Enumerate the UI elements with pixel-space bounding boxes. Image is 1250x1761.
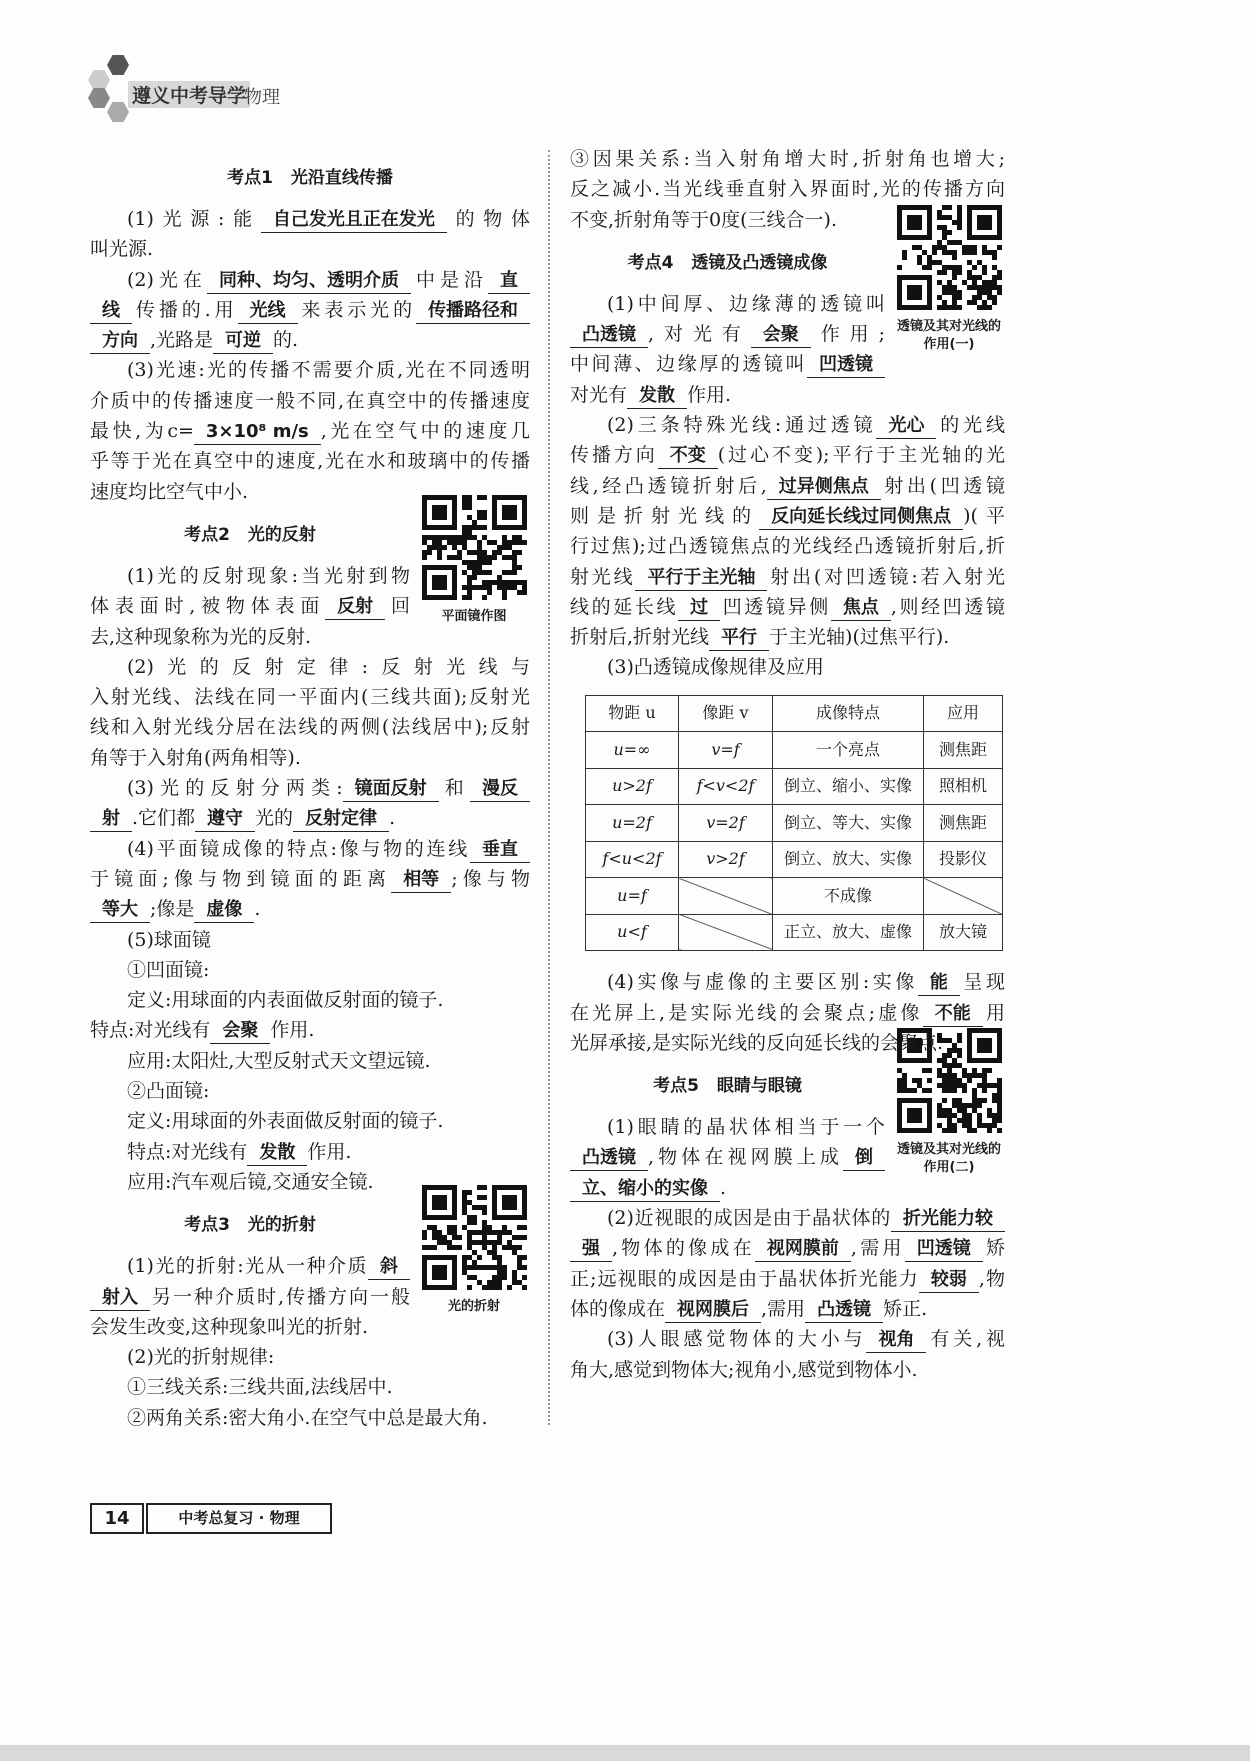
text-line bbox=[90, 1015, 530, 1045]
table-header-cell: 物距 u bbox=[586, 695, 679, 732]
qr-code-block[interactable] bbox=[893, 205, 1005, 354]
text-segment: ①凹面镜: bbox=[127, 958, 210, 981]
answer-blank: 射 bbox=[90, 806, 132, 832]
text-line bbox=[90, 295, 530, 325]
answer-blank: 射入 bbox=[90, 1285, 150, 1311]
text-line bbox=[90, 355, 530, 385]
paragraph bbox=[570, 410, 1005, 652]
text-segment: 矫正. bbox=[883, 1297, 928, 1320]
text-segment: 另一种介质时,传播方向一般 bbox=[150, 1285, 410, 1308]
text-segment: 则是折射光线的 bbox=[570, 504, 760, 527]
text-line bbox=[90, 234, 530, 264]
text-segment: 中是沿 bbox=[410, 268, 488, 291]
answer-blank: 平行 bbox=[709, 625, 769, 651]
text-segment: 入射光线、法线在同一平面内(三线共面);反射光 bbox=[90, 686, 530, 709]
text-segment: 在光屏上,是实际光线的会聚点;虚像 bbox=[570, 1001, 923, 1024]
text-line bbox=[90, 622, 530, 652]
text-segment: 速度均比空气中小. bbox=[90, 480, 249, 503]
answer-blank: 凸透镜 bbox=[570, 1145, 648, 1171]
answer-blank: 相等 bbox=[391, 867, 451, 893]
text-segment: 对光有 bbox=[570, 383, 628, 406]
answer-blank: 焦点 bbox=[831, 595, 891, 621]
answer-blank: 凸透镜 bbox=[570, 322, 648, 348]
answer-blank: 光心 bbox=[876, 413, 936, 439]
text-line bbox=[570, 1203, 1005, 1233]
text-line bbox=[90, 894, 530, 924]
text-line bbox=[570, 622, 1005, 652]
table-header-row bbox=[586, 695, 1003, 732]
text-line bbox=[570, 1294, 1005, 1324]
answer-blank: 视网膜前 bbox=[755, 1236, 851, 1262]
qr-code-block[interactable] bbox=[418, 1185, 530, 1316]
section-number: 考点4 bbox=[627, 252, 674, 273]
text-segment: ,需用 bbox=[850, 1237, 905, 1260]
text-line bbox=[570, 471, 1005, 501]
text-segment: 作用. bbox=[270, 1019, 315, 1042]
text-line bbox=[90, 1403, 530, 1433]
text-segment: 于主光轴)(过焦平行). bbox=[769, 626, 950, 649]
section-heading bbox=[90, 158, 530, 204]
paragraph bbox=[90, 1403, 530, 1433]
text-line bbox=[90, 1312, 530, 1342]
text-segment: 特点:对光线有 bbox=[127, 1140, 248, 1163]
table-row bbox=[586, 878, 1003, 915]
text-segment: 射出(凹透镜 bbox=[880, 474, 1005, 497]
text-line bbox=[90, 955, 530, 985]
answer-blank: 同种、均匀、透明介质 bbox=[207, 268, 411, 294]
table-cell: f<u<2f bbox=[586, 841, 679, 878]
text-segment: 的光线 bbox=[936, 414, 1005, 437]
text-line bbox=[90, 1106, 530, 1136]
answer-blank: 凹透镜 bbox=[905, 1236, 983, 1262]
text-segment: 作用; bbox=[810, 323, 885, 346]
text-line bbox=[90, 834, 530, 864]
text-segment: (3)光速:光的传播不需要介质,光在不同透明 bbox=[127, 359, 530, 382]
section-number: 考点2 bbox=[184, 524, 230, 545]
paragraph bbox=[90, 925, 530, 955]
answer-blank: 方向 bbox=[90, 328, 150, 354]
right-column bbox=[570, 144, 1005, 1385]
text-segment: (1)光的反射现象:当光射到物 bbox=[127, 564, 410, 587]
table-cell: 倒立、放大、实像 bbox=[773, 841, 924, 878]
answer-blank: 发散 bbox=[247, 1140, 307, 1166]
section-heading bbox=[90, 1205, 410, 1251]
text-segment: . bbox=[720, 1176, 727, 1199]
text-line bbox=[90, 386, 530, 416]
text-segment: 应用:太阳灶,大型反射式天文望远镜. bbox=[127, 1049, 431, 1072]
empty-diagonal-cell bbox=[679, 914, 773, 951]
answer-blank: 镜面反射 bbox=[343, 776, 439, 802]
table-row bbox=[586, 841, 1003, 878]
paragraph bbox=[90, 955, 530, 985]
text-line bbox=[570, 592, 1005, 622]
table-cell: 照相机 bbox=[924, 768, 1003, 805]
table-cell: 一个亮点 bbox=[773, 732, 924, 769]
text-segment: ,物体在视网膜上成 bbox=[648, 1146, 843, 1169]
text-line bbox=[90, 325, 530, 355]
section-heading bbox=[570, 1066, 885, 1112]
text-segment: ;像是 bbox=[150, 898, 195, 921]
text-line bbox=[90, 265, 530, 295]
empty-diagonal-cell bbox=[679, 878, 773, 915]
text-segment: (2)光在 bbox=[127, 268, 207, 291]
text-segment: (5)球面镜 bbox=[127, 928, 211, 951]
text-line bbox=[570, 501, 1005, 531]
text-segment: ,物体的像成在 bbox=[612, 1237, 755, 1260]
text-segment: (1)眼睛的晶状体相当于一个 bbox=[607, 1116, 885, 1139]
section-number: 考点3 bbox=[184, 1215, 230, 1236]
text-segment: (2)三条特殊光线:通过透镜 bbox=[607, 414, 877, 437]
text-segment: .它们都 bbox=[132, 807, 196, 830]
text-line bbox=[90, 416, 530, 446]
answer-blank: 自己发光且正在发光 bbox=[261, 207, 447, 233]
table-cell: u<f bbox=[586, 914, 679, 951]
answer-blank: 视网膜后 bbox=[665, 1297, 761, 1323]
text-line bbox=[570, 562, 1005, 592]
convex-lens-imaging-table bbox=[585, 695, 1003, 952]
answer-blank: 反向延长线过同侧焦点 bbox=[759, 504, 963, 530]
text-segment: ,则经凹透镜 bbox=[890, 595, 1005, 618]
paragraph bbox=[90, 1342, 530, 1372]
answer-blank: 平行于主光轴 bbox=[635, 565, 767, 591]
text-segment: 来表示光的 bbox=[297, 298, 416, 321]
paragraph bbox=[90, 1137, 530, 1167]
left-column bbox=[90, 150, 530, 1433]
answer-blank: 不变 bbox=[658, 443, 718, 469]
table-cell: v=2f bbox=[679, 805, 773, 842]
section-number: 考点5 bbox=[653, 1076, 699, 1097]
text-segment: 最快,为c= bbox=[90, 420, 194, 443]
text-segment: 呈现 bbox=[959, 971, 1005, 994]
text-segment: 线和入射光线分居在法线的两侧(法线居中);反射 bbox=[90, 716, 530, 739]
text-line bbox=[570, 1173, 1005, 1203]
paragraph bbox=[90, 773, 530, 834]
answer-blank: 直 bbox=[488, 268, 530, 294]
text-segment: 线的延长线 bbox=[570, 595, 679, 618]
text-line bbox=[90, 1046, 530, 1076]
text-segment: 传播的.用 bbox=[132, 298, 238, 321]
section-title: 光的折射 bbox=[247, 1215, 316, 1236]
answer-blank: 虚像 bbox=[194, 897, 254, 923]
text-segment: (4)实像与虚像的主要区别:实像 bbox=[607, 971, 918, 994]
answer-blank: 较弱 bbox=[919, 1267, 979, 1293]
text-segment: ②两角关系:密大角小.在空气中总是最大角. bbox=[127, 1406, 488, 1429]
text-segment: 和 bbox=[438, 777, 470, 800]
text-line bbox=[90, 204, 530, 234]
qr-code-block[interactable] bbox=[418, 495, 530, 626]
answer-blank: 漫反 bbox=[470, 776, 530, 802]
answer-blank: 斜 bbox=[368, 1254, 410, 1280]
text-line bbox=[570, 349, 1005, 379]
text-segment: 去,这种现象称为光的反射. bbox=[90, 625, 312, 648]
text-segment: )(平 bbox=[963, 504, 1005, 527]
answer-blank: 光线 bbox=[238, 298, 298, 324]
answer-blank: 凹透镜 bbox=[807, 352, 885, 378]
text-segment: 体表面时,被物体表面 bbox=[90, 595, 326, 618]
text-segment: 叫光源. bbox=[90, 238, 154, 261]
text-segment: 体的像成在 bbox=[570, 1297, 666, 1320]
text-segment: (2)光的反射定律:反射光线与 bbox=[127, 655, 530, 678]
table-cell: 测焦距 bbox=[924, 732, 1003, 769]
text-segment: ①三线关系:三线共面,法线居中. bbox=[127, 1376, 393, 1399]
table-cell: u=∞ bbox=[586, 732, 679, 769]
text-line bbox=[570, 1233, 1005, 1263]
text-segment: 回 bbox=[385, 595, 410, 618]
paragraph bbox=[90, 355, 530, 506]
section-title: 光的反射 bbox=[247, 524, 316, 545]
text-segment: 作用. bbox=[307, 1140, 352, 1163]
text-segment: 介质中的传播速度一般不同,在真空中的传播速度 bbox=[90, 389, 530, 412]
answer-blank: 遵守 bbox=[195, 806, 255, 832]
answer-blank: 发散 bbox=[627, 383, 687, 409]
paragraph bbox=[570, 967, 1005, 1058]
series-title: 遵义中考导学 bbox=[128, 81, 250, 108]
empty-diagonal-cell bbox=[924, 878, 1003, 915]
text-segment: 凹透镜异侧 bbox=[720, 595, 831, 618]
paragraph bbox=[90, 265, 530, 356]
answer-blank: 3×10⁸ m/s bbox=[194, 419, 321, 445]
qr-caption: 透镜及其对光线的作用(二) bbox=[896, 1142, 1001, 1176]
text-segment: (1)中间厚、边缘薄的透镜叫 bbox=[607, 292, 885, 315]
text-line bbox=[570, 531, 1005, 561]
scan-edge bbox=[0, 1745, 1250, 1761]
hexagon-decoration bbox=[107, 102, 129, 122]
table-cell: 不成像 bbox=[773, 878, 924, 915]
text-line bbox=[90, 682, 530, 712]
answer-blank: 过 bbox=[678, 595, 720, 621]
text-line bbox=[90, 773, 530, 803]
paragraph bbox=[90, 1106, 530, 1136]
answer-blank: 会聚 bbox=[210, 1018, 270, 1044]
answer-blank: 垂直 bbox=[470, 837, 530, 863]
paragraph bbox=[90, 652, 530, 773]
table-cell: v=f bbox=[679, 732, 773, 769]
text-line bbox=[90, 652, 530, 682]
table-row bbox=[586, 805, 1003, 842]
text-segment: ②凸面镜: bbox=[127, 1080, 210, 1103]
table-header-cell: 成像特点 bbox=[773, 695, 924, 732]
paragraph bbox=[570, 1203, 1005, 1324]
text-line bbox=[570, 174, 1005, 204]
qr-code-icon[interactable] bbox=[422, 495, 527, 600]
text-line bbox=[570, 440, 1005, 470]
text-segment: 应用:汽车观后镜,交通安全镜. bbox=[127, 1170, 374, 1193]
hexagon-decoration bbox=[88, 70, 110, 90]
table-cell: f<v<2f bbox=[679, 768, 773, 805]
answer-blank: 反射 bbox=[325, 594, 385, 620]
table-cell: 放大镜 bbox=[924, 914, 1003, 951]
text-segment: 特点:对光线有 bbox=[90, 1019, 211, 1042]
text-line bbox=[570, 380, 1005, 410]
text-segment: 光的 bbox=[255, 807, 294, 830]
table-header-cell: 像距 v bbox=[679, 695, 773, 732]
text-segment: (1)光的折射:光从一种介质 bbox=[127, 1255, 368, 1278]
text-segment: 定义:用球面的内表面做反射面的镜子. bbox=[127, 989, 444, 1012]
text-segment: ,对光有 bbox=[648, 323, 751, 346]
paragraph bbox=[570, 652, 1005, 682]
hexagon-decoration bbox=[88, 88, 110, 108]
table-cell: 倒立、等大、实像 bbox=[773, 805, 924, 842]
answer-blank: 反射定律 bbox=[293, 806, 389, 832]
book-logo: 中考总复习 · 物理 bbox=[146, 1503, 332, 1534]
text-segment: 用 bbox=[982, 1001, 1005, 1024]
table-header-cell: 应用 bbox=[924, 695, 1003, 732]
text-segment: ;像与物 bbox=[451, 867, 530, 890]
text-segment: 角大,感觉到物体大;视角小,感觉到物体小. bbox=[570, 1358, 918, 1381]
text-segment: 传播方向 bbox=[570, 444, 658, 467]
text-line bbox=[570, 967, 1005, 997]
text-segment: (2)近视眼的成因是由于晶状体的 bbox=[607, 1207, 891, 1230]
subject-label: 物理 bbox=[244, 87, 280, 108]
text-line bbox=[90, 446, 530, 476]
table-cell: u=2f bbox=[586, 805, 679, 842]
text-segment: . bbox=[254, 898, 261, 921]
text-segment: ,物 bbox=[978, 1267, 1005, 1290]
text-line bbox=[90, 1076, 530, 1106]
text-segment: (1)光源:能 bbox=[127, 208, 261, 230]
text-line bbox=[90, 1137, 530, 1167]
paragraph bbox=[90, 985, 530, 1015]
text-segment: 不变,折射角等于0度(三线合一). bbox=[570, 208, 837, 231]
text-segment: 反之减小.当光线垂直射入界面时,光的传播方向 bbox=[570, 178, 1005, 201]
page-number: 14 bbox=[90, 1503, 144, 1534]
table-cell: 倒立、缩小、实像 bbox=[773, 768, 924, 805]
text-segment: 中间薄、边缘厚的透镜叫 bbox=[570, 353, 807, 376]
text-line bbox=[90, 985, 530, 1015]
text-segment: (4)平面镜成像的特点:像与物的连线 bbox=[127, 837, 470, 860]
text-segment: 的. bbox=[273, 329, 299, 352]
paragraph bbox=[90, 1015, 530, 1045]
qr-caption: 光的折射 bbox=[447, 1299, 500, 1315]
text-segment: ③因果关系:当入射角增大时,折射角也增大; bbox=[570, 148, 1005, 170]
text-segment: ,需用 bbox=[761, 1297, 806, 1320]
table-cell: 测焦距 bbox=[924, 805, 1003, 842]
text-segment: 线,经凸透镜折射后, bbox=[570, 474, 767, 497]
text-segment: ,光在空气中的速度几 bbox=[320, 420, 530, 443]
answer-blank: 立、缩小的实像 bbox=[570, 1176, 720, 1202]
text-segment: 会发生改变,这种现象叫光的折射. bbox=[90, 1315, 369, 1338]
table-cell: u=f bbox=[586, 878, 679, 915]
answer-blank: 能 bbox=[918, 970, 960, 996]
text-line bbox=[90, 1342, 530, 1372]
text-segment: 正;远视眼的成因是由于晶状体折光能力 bbox=[570, 1267, 919, 1290]
section-number: 考点1 bbox=[227, 168, 273, 188]
table-row bbox=[586, 732, 1003, 769]
text-line bbox=[570, 1028, 1005, 1058]
text-segment: 的物体 bbox=[446, 208, 530, 230]
text-segment: (2)光的折射规律: bbox=[127, 1346, 275, 1369]
table-cell: u>2f bbox=[586, 768, 679, 805]
qr-code-icon[interactable] bbox=[897, 205, 1002, 310]
text-segment: 乎等于光在真空中的速度,光在水和玻璃中的传播 bbox=[90, 450, 530, 473]
text-segment: 射出(对凹透镜:若入射光 bbox=[767, 565, 1005, 588]
text-segment: 于镜面;像与物到镜面的距离 bbox=[90, 867, 392, 890]
column-divider bbox=[548, 150, 550, 1425]
text-segment: 有关,视 bbox=[926, 1328, 1005, 1351]
text-line bbox=[90, 925, 530, 955]
answer-blank: 不能 bbox=[923, 1001, 983, 1027]
text-line bbox=[570, 652, 1005, 682]
text-segment: (3)人眼感觉物体的大小与 bbox=[607, 1328, 867, 1351]
text-line bbox=[570, 410, 1005, 440]
section-title: 眼睛与眼镜 bbox=[716, 1076, 802, 1097]
paragraph bbox=[570, 1324, 1005, 1385]
paragraph bbox=[90, 1076, 530, 1106]
text-line bbox=[570, 1355, 1005, 1385]
qr-caption: 透镜及其对光线的作用(一) bbox=[896, 318, 1001, 352]
text-segment: 矫 bbox=[982, 1237, 1005, 1260]
answer-blank: 倒 bbox=[843, 1145, 885, 1171]
answer-blank: 折光能力较 bbox=[891, 1206, 1005, 1232]
section-heading bbox=[570, 243, 885, 289]
text-segment: 光屏承接,是实际光线的反向延长线的会聚点. bbox=[570, 1031, 944, 1054]
answer-blank: 可逆 bbox=[213, 328, 273, 354]
answer-blank: 会聚 bbox=[751, 322, 811, 348]
text-line bbox=[90, 864, 530, 894]
text-line bbox=[90, 712, 530, 742]
text-segment: 行过焦);过凸透镜焦点的光线经凸透镜折射后,折 bbox=[570, 535, 1005, 558]
qr-caption: 平面镜作图 bbox=[441, 608, 507, 624]
text-segment: (过心不变);平行于主光轴的光 bbox=[717, 444, 1005, 467]
answer-blank: 视角 bbox=[866, 1327, 926, 1353]
paragraph bbox=[90, 1046, 530, 1076]
text-line bbox=[90, 743, 530, 773]
paragraph bbox=[90, 1372, 530, 1402]
text-line bbox=[90, 1372, 530, 1402]
text-line bbox=[570, 1264, 1005, 1294]
table-cell: 正立、放大、虚像 bbox=[773, 914, 924, 951]
text-line bbox=[570, 998, 1005, 1028]
answer-blank: 传播路径和 bbox=[416, 298, 530, 324]
table-cell: 投影仪 bbox=[924, 841, 1003, 878]
text-line bbox=[570, 144, 1005, 174]
text-line bbox=[90, 803, 530, 833]
section-title: 透镜及凸透镜成像 bbox=[691, 252, 828, 273]
text-segment: (3)光的反射分两类: bbox=[127, 777, 343, 800]
text-segment: 作用. bbox=[687, 383, 732, 406]
answer-blank: 等大 bbox=[90, 897, 150, 923]
text-segment: ,光路是 bbox=[150, 329, 214, 352]
section-title: 光沿直线传播 bbox=[290, 168, 393, 188]
text-segment: (3)凸透镜成像规律及应用 bbox=[607, 656, 824, 679]
table-row bbox=[586, 768, 1003, 805]
qr-code-icon[interactable] bbox=[422, 1185, 527, 1290]
answer-blank: 凸透镜 bbox=[805, 1297, 883, 1323]
paragraph bbox=[90, 204, 530, 265]
text-segment: 折射后,折射光线 bbox=[570, 626, 710, 649]
table-cell: v>2f bbox=[679, 841, 773, 878]
hexagon-decoration bbox=[107, 55, 129, 75]
text-line bbox=[570, 1324, 1005, 1354]
text-segment: 射光线 bbox=[570, 565, 636, 588]
text-segment: 定义:用球面的外表面做反射面的镜子. bbox=[127, 1110, 444, 1133]
text-segment: . bbox=[389, 807, 396, 830]
answer-blank: 强 bbox=[570, 1236, 612, 1262]
text-segment: 角等于入射角(两角相等). bbox=[90, 746, 301, 769]
table-row bbox=[586, 914, 1003, 951]
answer-blank: 过异侧焦点 bbox=[767, 474, 881, 500]
section-heading bbox=[90, 515, 410, 561]
answer-blank: 线 bbox=[90, 298, 132, 324]
paragraph bbox=[90, 834, 530, 925]
